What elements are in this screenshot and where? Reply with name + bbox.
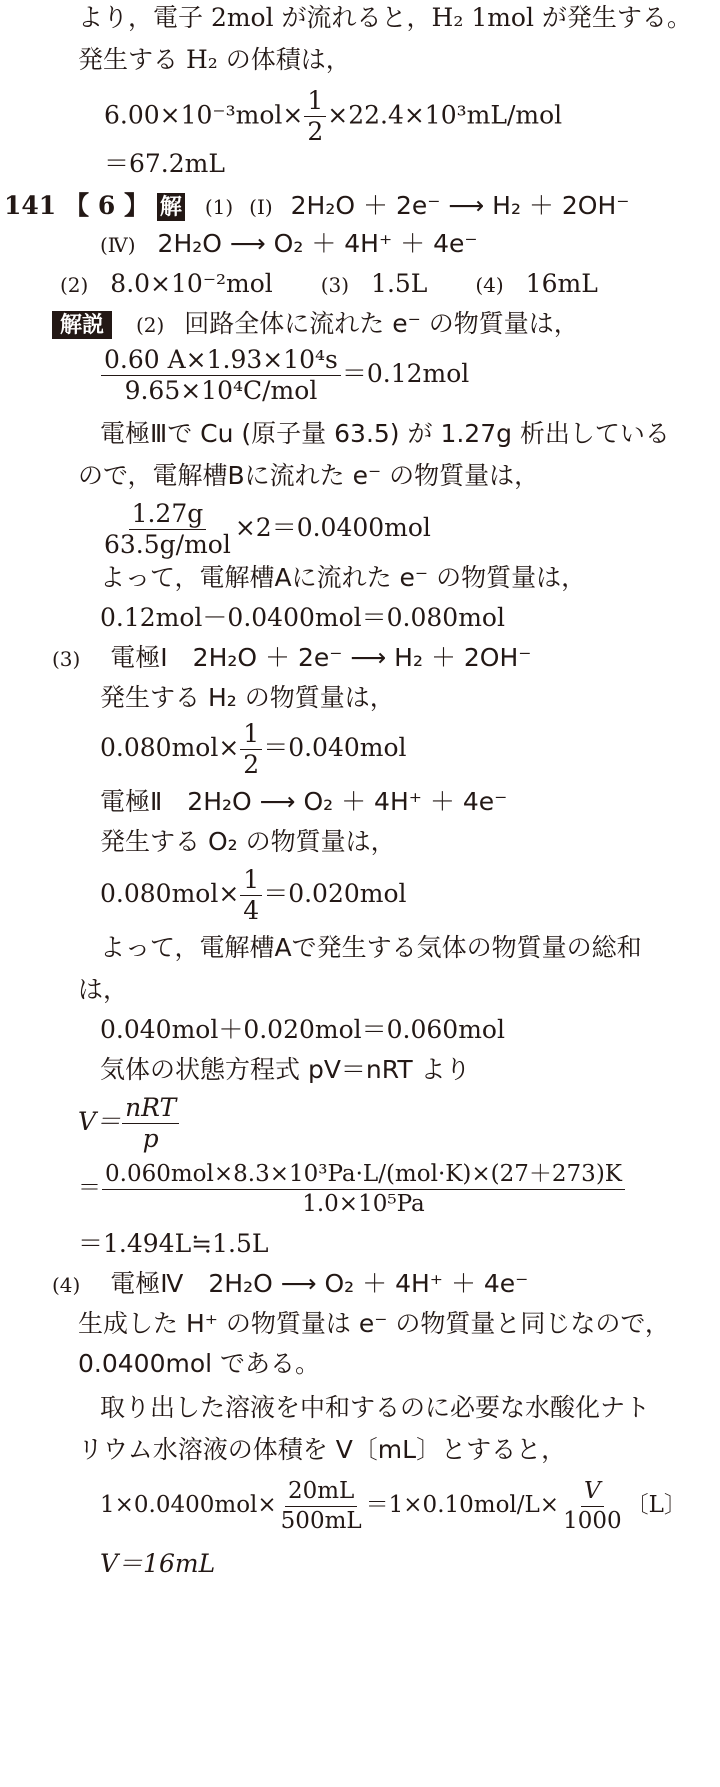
p3-gas-law: 気体の状態方程式 pV＝nRT より [100,1055,471,1084]
p3-big-den: 1.0×10⁵Pa [302,1190,425,1217]
a1-sub-I: (Ⅰ) [249,195,273,219]
p4-formula [100,1474,687,1536]
p3-h2-result: ＝0.040mol [263,733,407,762]
grade-mark: 【 6 】 [64,191,149,220]
a3-value: 1.5L [371,269,428,298]
p3-o2-den: 4 [243,896,260,925]
p3-v-fraction [122,1092,179,1153]
a2-label: (2) [60,273,89,297]
p2-formula-1 [100,346,469,404]
p3-o2-num: 1 [240,867,262,896]
a1-eq-I: 2H₂O ＋ 2e⁻ ⟶ H₂ ＋ 2OH⁻ [290,191,630,220]
p2-text-2: ので，電解槽Bに流れた e⁻ の物質量は， [78,461,540,490]
problem-number: 141 [4,191,57,220]
p4-header [52,1268,528,1301]
p3-v-den: p [142,1124,159,1153]
q141-header [4,190,629,223]
a1-sub-IV: (Ⅳ) [100,233,136,257]
p3-text-2: は， [78,975,129,1004]
p4-calc-a: 1×0.0400mol× [100,1492,277,1518]
p2-label: (2) [135,313,165,337]
p3-o2-intro: 発生する O₂ の物質量は， [100,827,396,856]
p2-calc: 0.12mol－0.0400mol＝0.080mol [100,603,505,632]
a4-value: 16mL [525,269,598,298]
prev-calc-a: 6.00×10⁻³mol× [104,100,304,130]
p3-v-num: nRT [122,1095,179,1124]
p2-text-1: 電極Ⅲで Cu (原子量 63.5) が 1.27g 析出している [100,419,670,448]
a3-label: (3) [320,273,350,297]
p3-h2-a: 0.080mol× [100,733,240,762]
p4-text-4: リウム水溶液の体積を V〔mL〕とすると， [78,1435,567,1464]
p3-h2-formula [100,720,407,778]
p3-o2-fraction [240,864,262,925]
p2-formula-2 [100,500,431,558]
p4-result: V＝16mL [100,1549,216,1578]
prev-frac-den: 2 [307,117,324,147]
p4-f2-den: 1000 [563,1507,622,1534]
p3-header [52,642,531,675]
kaisetsu-header [52,308,579,341]
p3-o2-formula [100,866,407,924]
p4-calc-c: 〔L〕 [625,1492,687,1518]
p4-f2-num: V [581,1479,604,1506]
f1-num: 0.60 A×1.93×10⁴s [101,347,341,376]
a1-eq-IV: 2H₂O ⟶ O₂ ＋ 4H⁺ ＋ 4e⁻ [157,229,478,258]
p3-electrode-II: 電極Ⅱ 2H₂O ⟶ O₂ ＋ 4H⁺ ＋ 4e⁻ [100,787,508,816]
p3-big-formula [78,1160,626,1216]
kaisetsu-badge: 解説 [52,311,112,339]
prev-calc-b: ×22.4×10³mL/mol [327,100,563,130]
f2-num: 1.27g [129,501,207,530]
p3-h2-num: 1 [240,721,262,750]
prev-result: ＝67.2mL [104,149,225,178]
p4-label: (4) [52,1273,81,1297]
p3-sum: 0.040mol＋0.020mol＝0.060mol [100,1015,505,1044]
p3-v-label: V＝ [78,1107,122,1136]
f2-result: ×2＝0.0400mol [234,513,431,542]
prev-line-1: より，電子 2mol が流れると，H₂ 1mol が発生する。 [78,3,692,32]
f2-den: 63.5g/mol [104,530,231,559]
p3-label: (3) [52,647,81,671]
p3-o2-a: 0.080mol× [100,879,240,908]
p3-electrode-I: 電極Ⅰ 2H₂O ＋ 2e⁻ ⟶ H₂ ＋ 2OH⁻ [110,643,532,672]
f2-fraction [101,498,234,559]
p4-electrode-IV: 電極Ⅳ 2H₂O ⟶ O₂ ＋ 4H⁺ ＋ 4e⁻ [110,1269,529,1298]
p3-text-1: よって，電解槽Aで発生する気体の物質量の総和 [100,933,642,962]
p2-text-3: よって，電解槽Aに流れた e⁻ の物質量は， [100,563,587,592]
p2-intro: 回路全体に流れた e⁻ の物質量は， [184,309,579,338]
p4-f1-num: 20mL [285,1479,357,1506]
a1-label: (1) [204,195,234,219]
prev-fraction [304,88,326,146]
p3-big-fraction [102,1162,625,1215]
p4-calc-b: ＝1×0.10mol/L× [365,1492,560,1518]
p3-result: ＝1.494L≒1.5L [78,1229,269,1258]
p3-v-formula [78,1090,180,1154]
kai-badge: 解 [157,193,185,221]
p4-f1-fraction [278,1479,365,1532]
p4-f1-den: 500mL [280,1507,362,1534]
p4-f2-fraction [560,1479,625,1532]
p4-text-2: 0.0400mol である。 [78,1349,321,1378]
p3-h2-intro: 発生する H₂ の物質量は， [100,683,395,712]
p3-h2-den: 2 [243,750,260,779]
p4-text-3: 取り出した溶液を中和するのに必要な水酸化ナト [100,1393,651,1422]
prev-frac-num: 1 [304,88,326,117]
answers-row [60,268,598,301]
f1-fraction [101,344,341,405]
a1-line-IV [100,228,478,261]
p3-h2-fraction [240,718,262,779]
prev-calc [104,88,562,146]
p3-big-num: 0.060mol×8.3×10³Pa·L/(mol·K)×(27＋273)K [102,1162,625,1189]
p3-eq-sign: ＝ [78,1175,101,1201]
prev-line-2: 発生する H₂ の体積は， [78,45,351,74]
p4-text-1: 生成した H⁺ の物質量は e⁻ の物質量と同じなので， [78,1309,670,1338]
f1-den: 9.65×10⁴C/mol [124,376,318,405]
a4-label: (4) [475,273,504,297]
f1-result: ＝0.12mol [341,359,470,388]
p3-o2-result: ＝0.020mol [263,879,407,908]
a2-value: 8.0×10⁻²mol [110,269,273,298]
